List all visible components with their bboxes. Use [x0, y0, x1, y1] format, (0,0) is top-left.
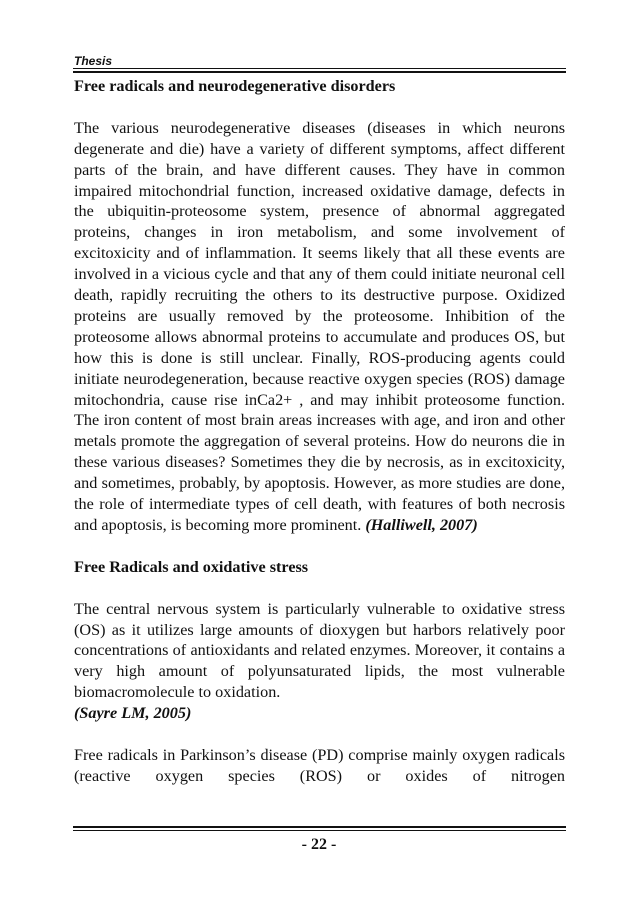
spacer [74, 724, 565, 745]
section-heading-free-radicals-neurodegenerative: Free radicals and neurodegenerative disorders [74, 77, 396, 95]
page-number: - 22 - [301, 836, 337, 853]
citation-sayre: (Sayre LM, 2005) [74, 704, 192, 723]
spacer [74, 536, 565, 557]
paragraph-oxidative-stress: The central nervous system is particularly vulnerable to oxidative stress (OS) as it utilizes large amounts of dioxygen but harbors relatively poor concentrations of antioxidants and related enzymes. Moreover, it contains a very high amount of polyunsaturated lipids, the most vulnerable biomacromolecule to oxidation. [74, 599, 565, 702]
paragraph-text: The various neurodegenerative diseases (diseases in which neurons degenerate and die) have a variety of different symptoms, affect different parts of the brain, and have different causes. They have in common impaired mitochondrial function, increased oxidative damage, defects in the ubiquitin-proteosome system, presence of abnormal aggregated proteins, changes in iron metabolism, and some involvement of excitoxicity and of inflammation. It seems likely that all these events are involved in a vicious cycle and that any of them could initiate neuronal cell death, rapidly recruiting the others to its destructive purpose. Oxidized proteins are usually removed by the proteosome. Inhibition of the proteosome allows abnormal proteins to accumulate and produces OS, but how this is done is still unclear. Finally, ROS-producing agents could initiate neurodegeneration, because reactive oxygen species (ROS) damage mitochondria, cause rise inCa2+ , and may inhibit proteosome function. The iron content of most brain areas increases with age, and iron and other metals promote the aggregation of several proteins. How do neurons die in these various diseases? Sometimes they die by necrosis, as in excitoxicity, and sometimes, probably, by apoptosis. However, as more studies are done, the role of intermediate types of cell death, with features of both necrosis and apoptosis, is becoming more prominent. [74, 118, 565, 535]
running-header: Thesis [74, 54, 113, 68]
footer-rule-thin [73, 830, 566, 831]
spacer [74, 578, 565, 599]
paragraph-neurodegenerative [74, 118, 565, 536]
section-heading-oxidative-stress: Free Radicals and oxidative stress [74, 557, 309, 576]
paragraph-parkinsons: Free radicals in Parkinson’s disease (PD) comprise mainly oxygen radicals (reactive oxygen species (ROS) or oxides of nitrogen [74, 745, 565, 785]
citation-halliwell: (Halliwell, 2007) [365, 516, 478, 535]
header-rule-thin [73, 68, 566, 69]
spacer [74, 97, 565, 118]
body-text [74, 76, 565, 787]
footer-rule-thick [73, 826, 566, 828]
header-rule-thick [73, 71, 566, 73]
